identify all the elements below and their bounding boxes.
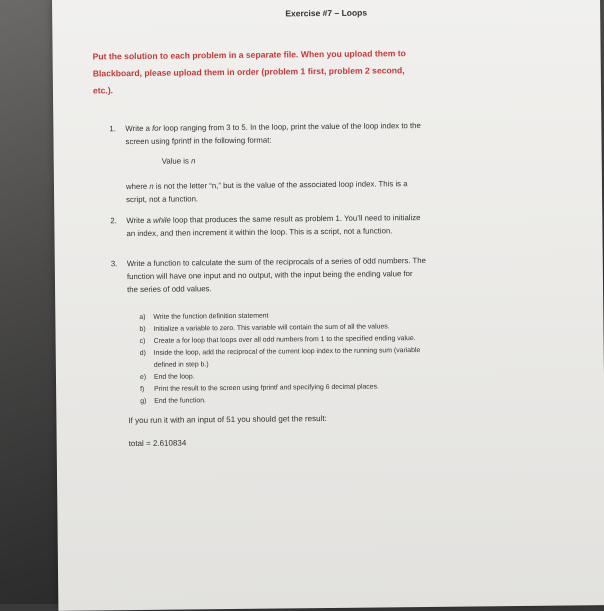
step-item: g) End the function. [140, 397, 206, 405]
problem-1-note: where n is not the letter “n,” but is the value of the associated loop index. This is a script, not a function. [125, 179, 408, 205]
step-item: d) Inside the loop, add the reciprocal of the current loop index to the running sum (variable [139, 347, 421, 357]
instructions-line: Put the solution to each problem in a separate file. When you upload them to [92, 48, 406, 62]
step-item: e) End the loop. [139, 373, 195, 381]
problem-1-text [125, 119, 421, 148]
problem-2-number: 2. [110, 216, 117, 226]
result-intro: If you run it with an input of 51 you should get the result: [128, 414, 327, 426]
problem-3-text: Write a function to calculate the sum of the reciprocals of a series of odd numbers. The function will have one input and no output, with the input being the ending value for the series of odd values. [126, 255, 427, 295]
instructions-block [93, 44, 514, 99]
problem-1-line: Write a for loop ranging from 3 to 5. In the loop, print the value of the loop index to the [125, 121, 421, 134]
instructions-line: Blackboard, please upload them in order (problem 1 first, problem 2 second, [92, 65, 405, 79]
problem-3-number: 3. [110, 259, 118, 269]
problem-2-text: Write a while loop that produces the same result as problem 1. You’ll need to initialize an index, and then increment it within the loop. This is a script, not a function. [126, 213, 421, 239]
problem-3-steps [139, 309, 421, 408]
step-item: defined in step b.) [153, 361, 209, 369]
step-item: a) Write the function definition statement [139, 312, 269, 321]
step-item: b) Initialize a variable to zero. This variable will contain the sum of all the values. [139, 323, 390, 333]
problem-1-line: screen using fprintf in the following format: [125, 135, 272, 147]
result-value: total = 2.610834 [128, 438, 187, 449]
instructions-line: etc.). [92, 85, 114, 96]
problem-1-number: 1. [109, 124, 116, 134]
paper-sheet [52, 0, 604, 611]
problem-1-format: Value is n [161, 156, 196, 166]
page-title: Exercise #7 – Loops [285, 7, 368, 19]
step-item: c) Create a for loop that loops over all odd numbers from 1 to the specified ending value. [139, 335, 416, 345]
step-item: f) Print the result to the screen using fprintf and specifying 6 decimal places. [140, 383, 379, 393]
